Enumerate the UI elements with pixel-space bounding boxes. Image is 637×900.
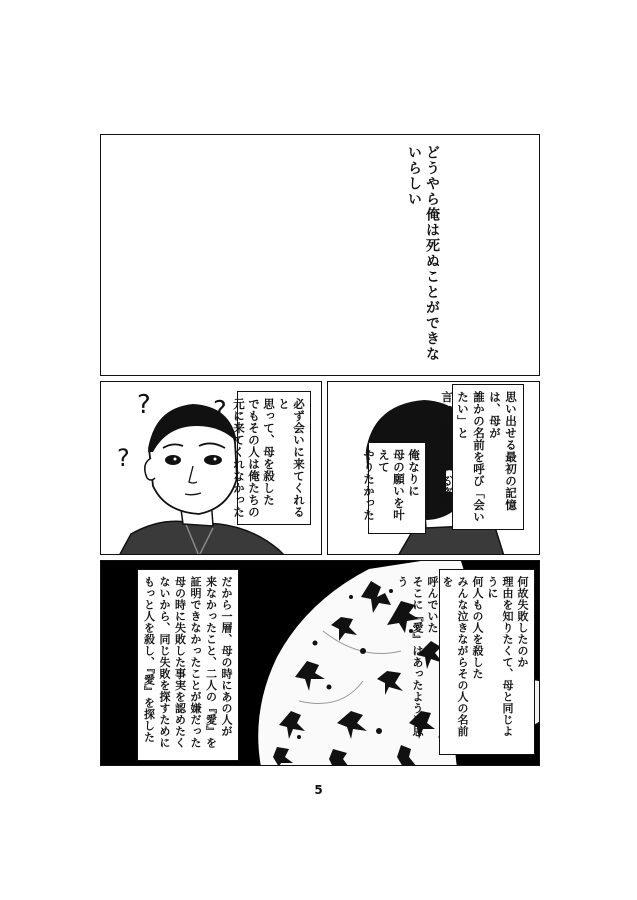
panel-4 <box>100 560 540 766</box>
page-number: 5 <box>314 783 323 797</box>
panel-4-caption-left-line: もっと人を殺し、『愛』を探した <box>142 576 156 743</box>
panel-1 <box>100 134 540 376</box>
panel-3-caption-top <box>440 384 524 530</box>
panel-3-caption-bottom <box>362 442 426 534</box>
panel-2-caption-line: 必ず会いに来てくれると <box>277 398 306 518</box>
panel-4-caption-left-line: だから一層、母の時にあの人が <box>220 576 233 737</box>
panel-4-caption-right-line: 何人もの人を殺した <box>471 576 484 680</box>
question-mark-2: ? <box>213 396 227 426</box>
panel-2 <box>100 381 322 555</box>
panel-3-caption-top-line: 思い出せる最初の記憶は、母が <box>488 391 518 511</box>
panel-3 <box>327 381 540 555</box>
panel-4-caption-left-line: 来なかったこと、二人の『愛』を <box>204 576 218 749</box>
question-mark-3: ? <box>117 444 130 472</box>
panel-4-caption-right-line: 呼んでいた <box>426 576 439 634</box>
panel-3-caption-top-line: 誰かの名前を呼び「会いたい」と <box>456 391 486 523</box>
panel-2-caption-line: 思って、母を殺した <box>262 398 276 506</box>
panel-2-caption-line: でもその人は俺たちの <box>247 398 261 518</box>
question-mark-1: ? <box>137 390 151 420</box>
panel-4-caption-right-line: 理由を知りたくて、母と同じように <box>486 576 514 737</box>
panel-4-caption-right-line: 何故失敗したのか <box>516 576 529 668</box>
panel-3-caption-top-line: 言って泣いている姿だ <box>440 391 454 511</box>
panel-1-caption: どうやら俺は死ぬことができないらしい <box>406 145 440 362</box>
panel-3-caption-bottom-line: やりたかった <box>362 449 376 521</box>
panel-4-caption-left-line: 母の時に失敗した事実を認めたく <box>173 576 187 749</box>
panel-4-caption-right <box>396 569 535 755</box>
panel-2-caption <box>232 391 311 525</box>
panel-3-caption-bottom-line: 俺なりに <box>407 449 421 497</box>
panel-4-caption-right-line: そこに『愛』はあったように思う <box>396 576 424 737</box>
panel-3-caption-bottom-line: 母の願いを叶えて <box>377 449 406 521</box>
panel-4-caption-left-line: 証明できなかったことが嫌だった <box>189 576 202 749</box>
panel-2-caption-line: 元に来てくれなかった <box>232 398 246 518</box>
panel-4-caption-left <box>137 569 239 761</box>
panel-4-caption-right-line: みんな泣きながらその人の名前を <box>441 576 469 737</box>
panel-4-caption-left-line: ないから、同じ失敗を探すために <box>158 576 171 749</box>
